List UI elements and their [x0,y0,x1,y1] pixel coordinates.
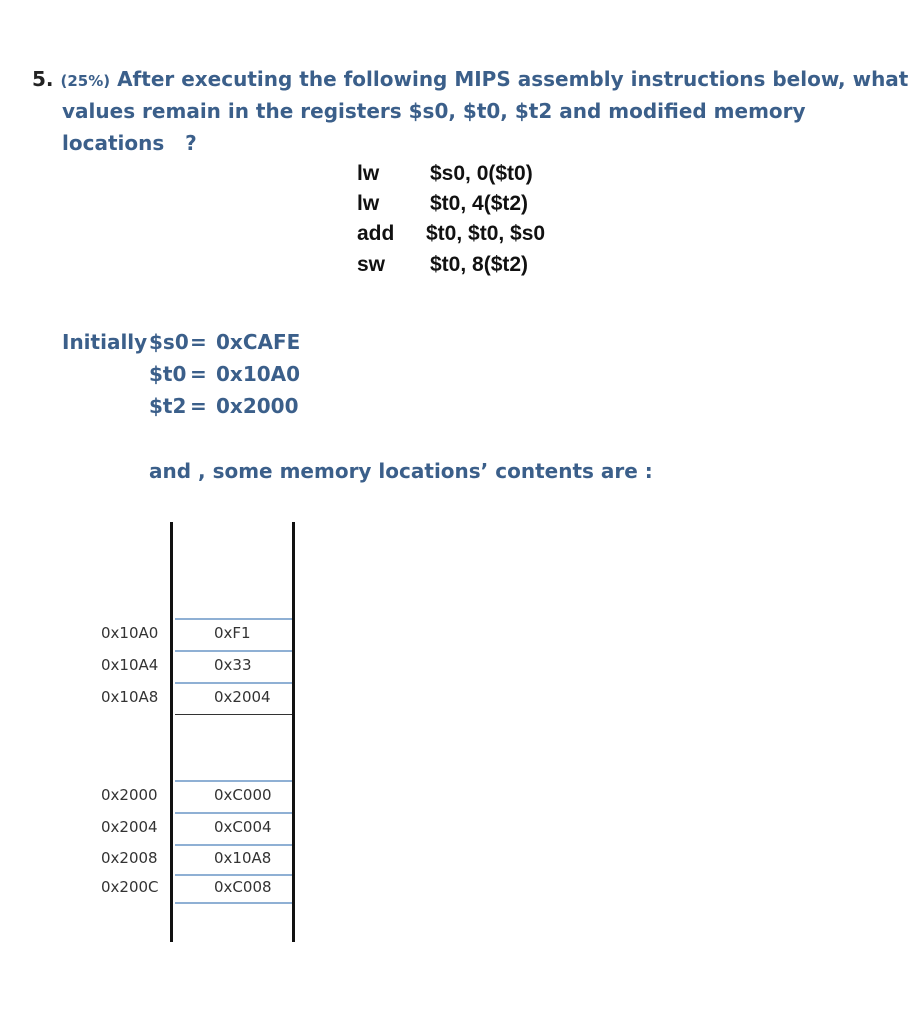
memory-divider [175,650,292,652]
memory-value: 0x2004 [214,688,271,706]
question-line-3: locations ? [62,131,197,155]
memory-divider [175,682,292,684]
memory-divider [175,812,292,814]
memory-right-wall [292,522,295,942]
memory-address: 0x2008 [101,849,158,867]
instruction-3-op: add [357,222,395,245]
question-text-1: After executing the following MIPS assembly instructions below, what [117,67,909,91]
memory-value: 0x10A8 [214,849,272,867]
memory-intro: and , some memory locations’ contents are : [149,459,653,483]
memory-value: 0xC004 [214,818,272,836]
question-line-1 [32,63,908,97]
instruction-2-args: $t0, 4($t2) [430,192,529,215]
memory-divider [175,780,292,782]
memory-address: 0x10A0 [101,624,159,642]
memory-address: 0x2004 [101,818,158,836]
memory-divider [175,714,292,715]
memory-left-wall [170,522,173,942]
question-number: 5. [32,67,54,91]
instruction-2-op: lw [357,192,380,215]
memory-divider [175,902,292,904]
memory-value: 0xF1 [214,624,251,642]
reg-s0-value: 0xCAFE [216,330,301,354]
reg-t0-eq: = [190,362,207,386]
instruction-4-args: $t0, 8($t2) [430,253,529,276]
reg-t2-value: 0x2000 [216,394,299,418]
question-line-2: values remain in the registers $s0, $t0, $t2 and modified memory [62,99,806,123]
instruction-3-args: $t0, $t0, $s0 [426,222,546,245]
memory-value: 0xC000 [214,786,272,804]
memory-address: 0x10A4 [101,656,159,674]
memory-divider [175,874,292,876]
memory-address: 0x200C [101,878,159,896]
reg-t2-name: $t2 [149,394,187,418]
reg-s0-eq: = [190,330,207,354]
memory-divider [175,844,292,846]
reg-t0-value: 0x10A0 [216,362,301,386]
instruction-4-op: sw [357,253,386,276]
reg-t0-name: $t0 [149,362,187,386]
question-percent: (25%) [60,72,111,90]
memory-divider [175,618,292,620]
memory-value: 0x33 [214,656,252,674]
memory-value: 0xC008 [214,878,272,896]
memory-address: 0x10A8 [101,688,159,706]
instruction-1-op: lw [357,162,380,185]
reg-t2-eq: = [190,394,207,418]
initially-label: Initially [62,330,148,354]
instruction-1-args: $s0, 0($t0) [430,162,533,185]
memory-address: 0x2000 [101,786,158,804]
reg-s0-name: $s0 [149,330,189,354]
